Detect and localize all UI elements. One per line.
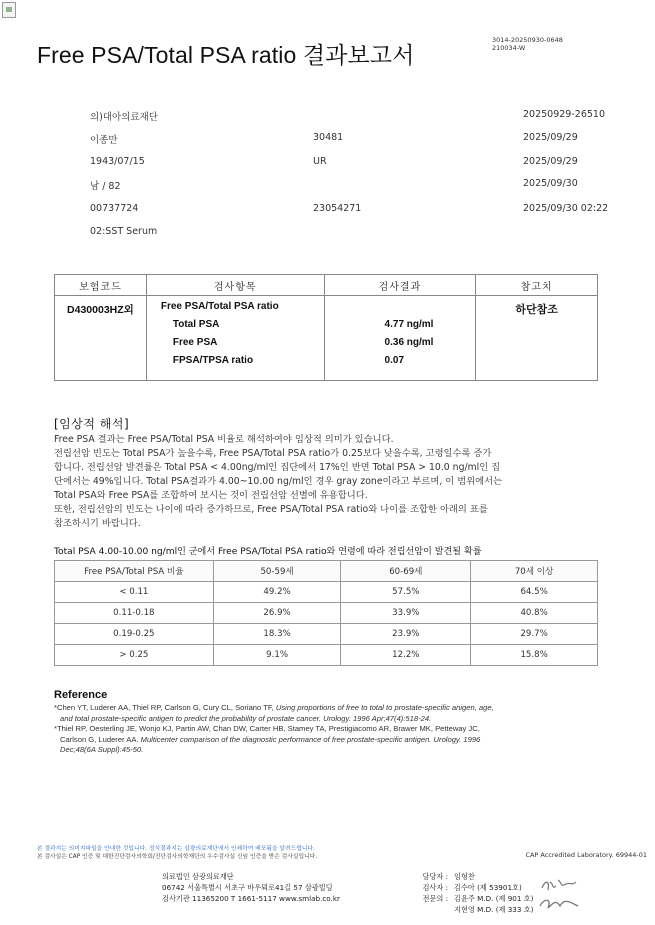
reference-list <box>54 703 594 756</box>
value-free-psa: 0.36 ng/ml <box>384 337 434 348</box>
header-test-result: 검사결과 <box>324 275 476 296</box>
sub-item-free-psa: Free PSA <box>172 337 218 348</box>
organization-info <box>162 871 340 904</box>
staff-info: 담당자 : 임형찬 검사자 : 김수아 (제 53901호) 전문의 : 김윤주 M.D. (제 901 호) 지현영 M.D. (제 333 호) <box>422 872 534 914</box>
reference-item: *Thiel RP, Oesterling JE, Wonjo KJ, Partin AW, Chan DW, Carter HB, Stamey TA, Prestigiacomo AR, Brawer MK, Petteway JC, Carlson G, Luderer AA. Multicenter comparison of the diagnostic performance of free prostate-specific antigen. Urology. 1996 Dec;48(6A Suppl):45-50. <box>54 724 481 754</box>
sex-age: 남 / 82 <box>90 181 121 192</box>
lab-certification-notice: 본 검사실은 CAP 인증 및 대한진단검사의학회/진단검사의학재단의 우수검사실 신임 인증을 받은 검사실입니다. <box>37 854 318 860</box>
value-ratio: 0.07 <box>384 355 405 366</box>
table-row: > 0.25 9.1% 12.2% 15.8% <box>55 645 598 666</box>
chart-number: 00737724 <box>90 203 139 214</box>
ratio-table-header: Free PSA/Total PSA 비율 50-59세 60-69세 70세 이상 <box>55 561 598 582</box>
table-row: 0.11-0.18 26.9% 33.9% 40.8% <box>55 603 598 624</box>
test-date: 2025/09/30 <box>523 178 578 189</box>
patient-code: 30481 <box>313 132 344 143</box>
cap-accreditation: CAP Accredited Laboratory. 69944-01 <box>525 851 647 859</box>
institution: 의)대아의료재단 <box>90 112 158 123</box>
header-insurance-code: 보험코드 <box>55 275 147 296</box>
receipt-date: 2025/09/29 <box>523 132 578 143</box>
test-items <box>146 296 324 381</box>
reference-value: 하단참조 <box>476 296 598 381</box>
clinical-text: Free PSA 결과는 Free PSA/Total PSA 비율로 해석하여야 임상적 의미가 있습니다. 전립선암 빈도는 Total PSA가 높을수록, Free PSA/Total PSA ratio가 0.25보다 낮을수록, 고령일수록 증가 합니다. 전립선암 발견률은 Total PSA < 4.00ng/ml인 집단에서 17%인 반면 Total PSA > 10.0 ng/ml인 집 단에서는 49%입니다. Total PSA결과가 4.00~10.00 ng/ml인 경우 gray zone이라고 부르며, 이 범위에서는 Total PSA와 Free PSA를 조합하여 보시는 것이 전립선암 선별에 유용합니다. 또한, 전립선암의 빈도는 나이에 따라 증가하므로, Free PSA/Total PSA ratio와 나이를 조합한 아래의 표를 참조하시기 바랍니다. <box>54 434 503 529</box>
report-datetime: 2025/09/30 02:22 <box>523 203 609 214</box>
test-name: Free PSA/Total PSA ratio <box>160 301 279 312</box>
reference-item: *Chen YT, Luderer AA, Thiel RP, Carlson G, Cury CL, Soriano TF, Using proportions of free to total to prostate-specific anigen, age, and total prostate-specific antigen to predict the probability of prostate cancer. Urology. 1996 Apr;47(4):518-24. <box>54 703 494 723</box>
organization-address: 06742 서울특별시 서초구 바우뫼로41길 57 삼광빌딩 <box>162 883 333 892</box>
image-notice: 본 결과지는 의미지파일을 안내한 것입니다. 정식결과지는 삼광의료재단에서 인쇄하여 배포됨을 알려드립니다. <box>37 846 315 852</box>
ratio-table <box>54 560 598 666</box>
clinical-heading: [임상적 해석] <box>54 417 130 431</box>
sub-item-ratio: FPSA/TPSA ratio <box>172 355 254 366</box>
organization-name: 의료법인 삼광의료재단 <box>162 872 234 881</box>
department: UR <box>313 156 327 167</box>
document-id: 3014-20250930-0648 210034-W <box>492 36 563 52</box>
result-table <box>54 274 598 381</box>
reference-title: Reference <box>54 689 108 701</box>
collection-date: 2025/09/29 <box>523 156 578 167</box>
value-total-psa: 4.77 ng/ml <box>384 319 434 330</box>
insurance-code: D430003HZ외 <box>55 296 147 381</box>
report-number: 20250929-26510 <box>523 109 606 120</box>
ratio-table-caption: Total PSA 4.00-10.00 ng/ml인 군에서 Free PSA/Total PSA ratio와 연령에 따라 전립선암이 발견될 확률 <box>54 547 482 557</box>
organization-contact: 검사기관 11365200 T 1661-5117 www.smlab.co.kr <box>162 894 340 903</box>
patient-name: 이종만 <box>90 135 118 146</box>
test-values <box>324 296 476 381</box>
report-title: Free PSA/Total PSA ratio 결과보고서 <box>37 42 415 68</box>
specimen-type: 02:SST Serum <box>90 226 158 237</box>
result-table-header <box>55 275 598 296</box>
header-reference: 참고치 <box>476 275 598 296</box>
signature-icon <box>536 876 582 914</box>
table-row: < 0.11 49.2% 57.5% 64.5% <box>55 582 598 603</box>
birth-date: 1943/07/15 <box>90 156 145 167</box>
specimen-number: 23054271 <box>313 203 362 214</box>
header-test-item: 검사항목 <box>146 275 324 296</box>
sub-item-total-psa: Total PSA <box>172 319 220 330</box>
table-row: 0.19-0.25 18.3% 23.9% 29.7% <box>55 624 598 645</box>
result-row <box>55 296 598 381</box>
broken-image-icon <box>2 2 16 18</box>
